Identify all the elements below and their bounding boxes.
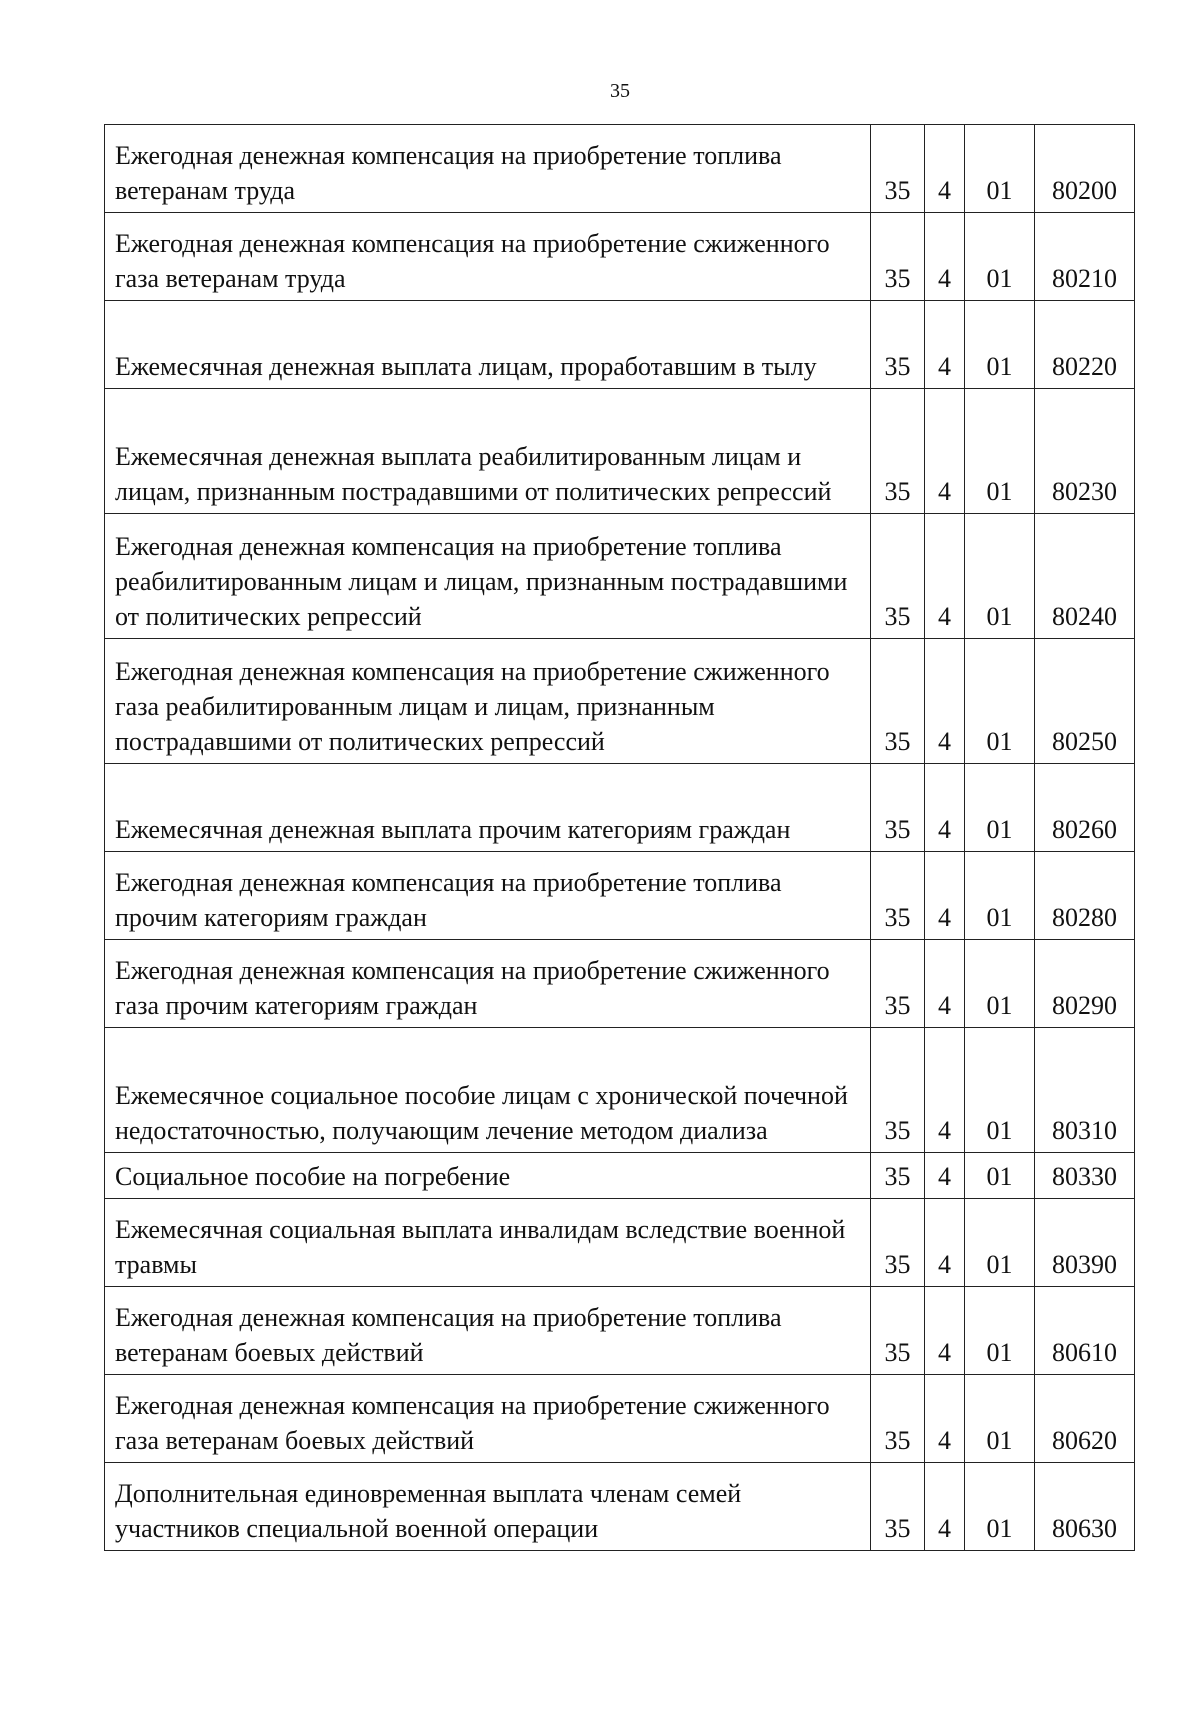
code-subgroup-cell: 01	[965, 940, 1035, 1028]
code-section-cell: 35	[871, 1199, 925, 1287]
code-direction-cell: 80220	[1035, 301, 1135, 389]
code-section-cell: 35	[871, 301, 925, 389]
code-section-cell: 35	[871, 514, 925, 639]
code-direction-cell: 80290	[1035, 940, 1135, 1028]
code-section-cell: 35	[871, 389, 925, 514]
code-group-cell: 4	[925, 301, 965, 389]
code-direction-cell: 80240	[1035, 514, 1135, 639]
table-row	[105, 301, 1135, 389]
table-row	[105, 852, 1135, 940]
code-group-cell: 4	[925, 764, 965, 852]
expenditure-name-cell: Ежегодная денежная компенсация на приобретение сжиженного газа прочим категориям граждан	[105, 940, 871, 1028]
expenditure-name-cell: Дополнительная единовременная выплата членам семей участников специальной военной операции	[105, 1463, 871, 1551]
expenditure-name-cell: Ежегодная денежная компенсация на приобретение топлива прочим категориям граждан	[105, 852, 871, 940]
code-subgroup-cell: 01	[965, 301, 1035, 389]
code-subgroup-cell: 01	[965, 852, 1035, 940]
code-direction-cell: 80210	[1035, 213, 1135, 301]
table-row	[105, 1287, 1135, 1375]
table-row	[105, 389, 1135, 514]
code-section-cell: 35	[871, 639, 925, 764]
code-subgroup-cell: 01	[965, 1375, 1035, 1463]
expenditure-name-cell: Ежемесячная денежная выплата прочим категориям граждан	[105, 764, 871, 852]
code-direction-cell: 80250	[1035, 639, 1135, 764]
expenditure-name-cell: Социальное пособие на погребение	[105, 1153, 871, 1199]
expenditure-name-cell: Ежегодная денежная компенсация на приобретение топлива ветеранам труда	[105, 125, 871, 213]
code-subgroup-cell: 01	[965, 764, 1035, 852]
code-direction-cell: 80620	[1035, 1375, 1135, 1463]
code-subgroup-cell: 01	[965, 1199, 1035, 1287]
code-group-cell: 4	[925, 213, 965, 301]
expenditure-name-cell: Ежегодная денежная компенсация на приобретение топлива реабилитированным лицам и лицам, признанным пострадавшими от политических репрессий	[105, 514, 871, 639]
expenditure-name-cell: Ежегодная денежная компенсация на приобретение сжиженного газа реабилитированным лицам и лицам, признанным пострадавшими от политических репрессий	[105, 639, 871, 764]
code-section-cell: 35	[871, 1028, 925, 1153]
table-row	[105, 125, 1135, 213]
code-group-cell: 4	[925, 1287, 965, 1375]
code-group-cell: 4	[925, 125, 965, 213]
code-group-cell: 4	[925, 1199, 965, 1287]
code-subgroup-cell: 01	[965, 125, 1035, 213]
code-section-cell: 35	[871, 1463, 925, 1551]
code-direction-cell: 80390	[1035, 1199, 1135, 1287]
code-group-cell: 4	[925, 852, 965, 940]
expenditure-name-cell: Ежемесячная денежная выплата лицам, проработавшим в тылу	[105, 301, 871, 389]
budget-classification-table	[104, 124, 1135, 1551]
code-section-cell: 35	[871, 764, 925, 852]
code-subgroup-cell: 01	[965, 213, 1035, 301]
expenditure-name-cell: Ежегодная денежная компенсация на приобретение сжиженного газа ветеранам труда	[105, 213, 871, 301]
table-body	[105, 125, 1135, 1551]
code-section-cell: 35	[871, 125, 925, 213]
code-group-cell: 4	[925, 639, 965, 764]
code-section-cell: 35	[871, 1287, 925, 1375]
table-row	[105, 1028, 1135, 1153]
code-direction-cell: 80610	[1035, 1287, 1135, 1375]
code-subgroup-cell: 01	[965, 1463, 1035, 1551]
table-row	[105, 639, 1135, 764]
table-row	[105, 1153, 1135, 1199]
table-row	[105, 940, 1135, 1028]
code-group-cell: 4	[925, 514, 965, 639]
code-section-cell: 35	[871, 940, 925, 1028]
table-row	[105, 764, 1135, 852]
code-direction-cell: 80230	[1035, 389, 1135, 514]
code-subgroup-cell: 01	[965, 1028, 1035, 1153]
table-row	[105, 1463, 1135, 1551]
code-direction-cell: 80260	[1035, 764, 1135, 852]
table-row	[105, 1375, 1135, 1463]
expenditure-name-cell: Ежегодная денежная компенсация на приобретение топлива ветеранам боевых действий	[105, 1287, 871, 1375]
code-group-cell: 4	[925, 1375, 965, 1463]
code-subgroup-cell: 01	[965, 639, 1035, 764]
code-subgroup-cell: 01	[965, 514, 1035, 639]
expenditure-name-cell: Ежемесячная социальная выплата инвалидам вследствие военной травмы	[105, 1199, 871, 1287]
code-section-cell: 35	[871, 1375, 925, 1463]
code-section-cell: 35	[871, 213, 925, 301]
code-group-cell: 4	[925, 1153, 965, 1199]
code-group-cell: 4	[925, 1463, 965, 1551]
code-section-cell: 35	[871, 852, 925, 940]
expenditure-name-cell: Ежемесячная денежная выплата реабилитированным лицам и лицам, признанным пострадавшими от политических репрессий	[105, 389, 871, 514]
code-direction-cell: 80280	[1035, 852, 1135, 940]
expenditure-name-cell: Ежегодная денежная компенсация на приобретение сжиженного газа ветеранам боевых действий	[105, 1375, 871, 1463]
code-subgroup-cell: 01	[965, 1153, 1035, 1199]
code-group-cell: 4	[925, 940, 965, 1028]
code-subgroup-cell: 01	[965, 389, 1035, 514]
code-direction-cell: 80630	[1035, 1463, 1135, 1551]
code-group-cell: 4	[925, 389, 965, 514]
table-row	[105, 1199, 1135, 1287]
table-row	[105, 514, 1135, 639]
code-subgroup-cell: 01	[965, 1287, 1035, 1375]
expenditure-name-cell: Ежемесячное социальное пособие лицам с хронической почечной недостаточностью, получающим лечение методом диализа	[105, 1028, 871, 1153]
code-direction-cell: 80330	[1035, 1153, 1135, 1199]
table-row	[105, 213, 1135, 301]
code-section-cell: 35	[871, 1153, 925, 1199]
code-group-cell: 4	[925, 1028, 965, 1153]
page-number: 35	[610, 80, 630, 102]
code-direction-cell: 80200	[1035, 125, 1135, 213]
code-direction-cell: 80310	[1035, 1028, 1135, 1153]
